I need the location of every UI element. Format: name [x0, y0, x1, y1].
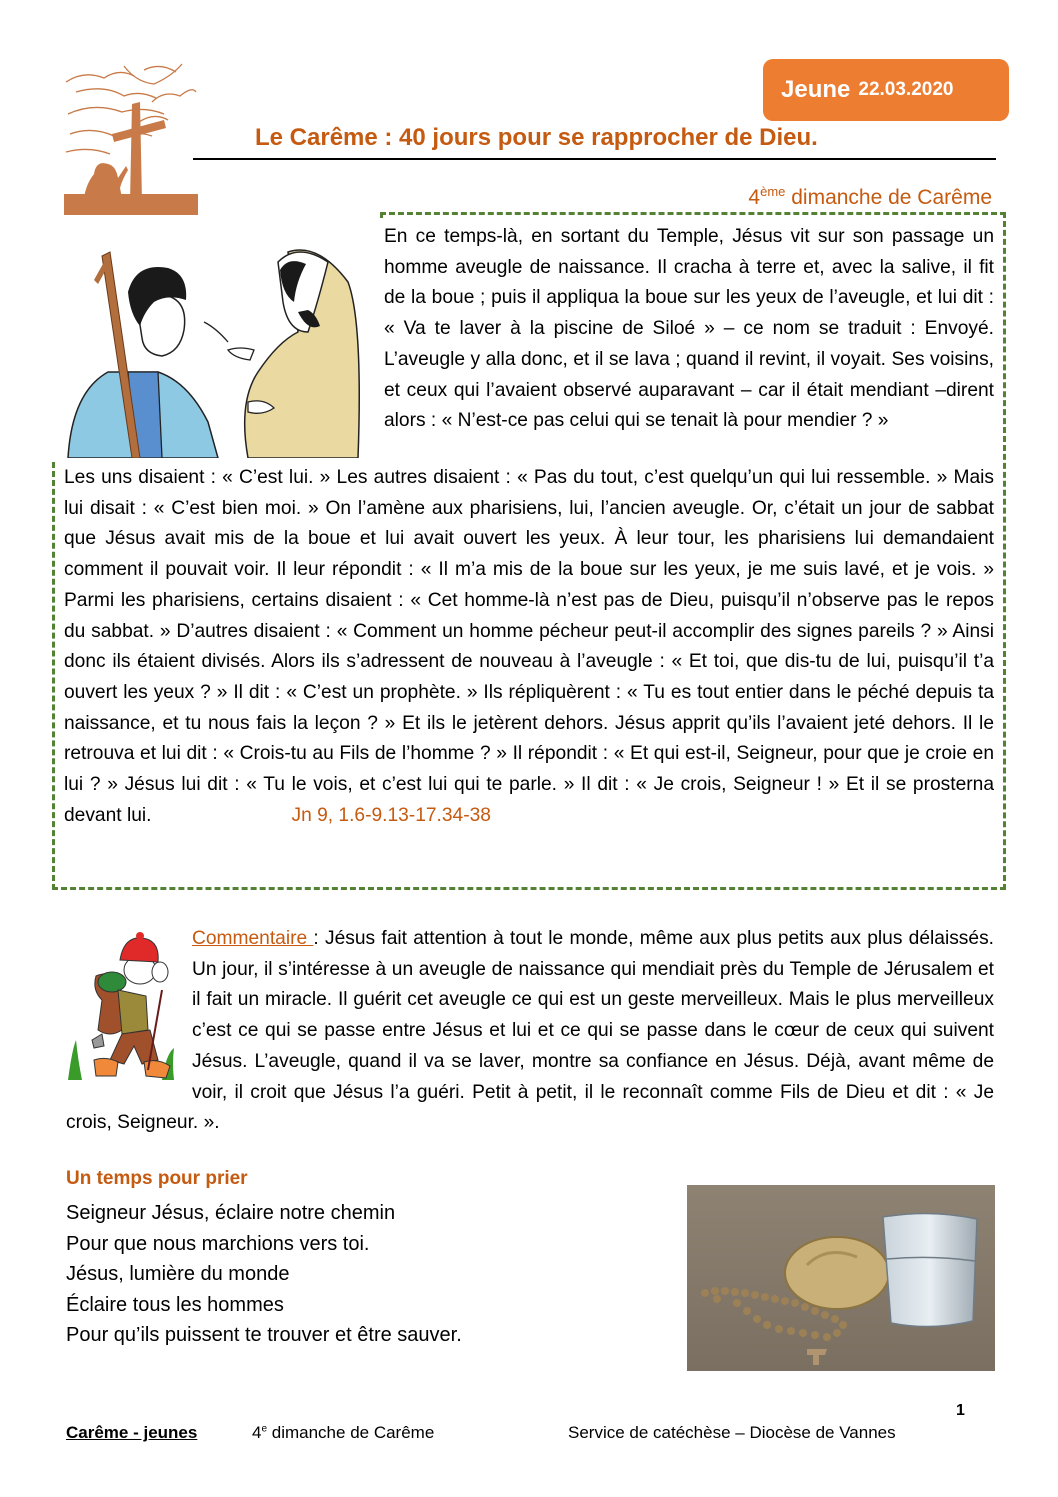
gospel-text-body: Les uns disaient : « C’est lui. » Les autres disaient : « Pas du tout, c’est quelqu’un qui lui ressemble. » Mais lui disait : « C’est bien moi. » On l’amène aux pharisiens, lui, l’ancien aveugle. Or, c’était un jour de sabbat que Jésus avait mis de la boue et lui avait ouvert les yeux. À leur tour, les pharisiens lui demandaient comment il pouvait voir. Il leur répondit : « Il m’a mis de la boue sur les yeux, je me suis lavé, et je vois. » Parmi les pharisiens, certains disaient : « Cet homme-là n’est pas de Dieu, puisqu’il n’observe pas le repos du sabbat. » D’autres disaient : « Comment un homme pécheur peut-il accomplir des signes pareils ? » Ainsi donc ils étaient divisés. Alors ils s’adressent de nouveau à l’aveugle : « Et toi, que dis-tu de lui, puisqu’il t’a ouvert les yeux ? » Il dit : « C’est un prophète. » Ils répliquèrent : « Tu es tout entier dans le péché depuis ta naissance, et tu nous fais la leçon ? » Et ils le jetèrent dehors. Jésus apprit qu’ils l’avaient jeté dehors. Il le retrouva et lui dit : « Crois-tu au Fils de l’homme ? » Il répondit : « Et qui est-il, Seigneur, pour que je croie en lui ? » Jésus lui dit : « Tu le vois, et c’est lui qui te parle. » Il dit : « Je crois, Seigneur ! » Et il se prosterna devant lui. [64, 467, 994, 826]
footer-middle [252, 1423, 434, 1443]
commentary-text: : Jésus fait attention à tout le monde, même aux plus petits aux plus délaissés. Un jour, il s’intéresse à un aveugle de naissance qui mendiait près du Temple de Jérusalem et il fait un miracle. Il guérit cet aveugle ce qui est un geste merveilleux. Mais le plus merveilleux c’est ce qui se passe entre Jésus et lui et ce qui se passe dans le cœur de ceux qui suivent Jésus. L’aveugle, quand il va se laver, montre sa confiance en Jésus. Déjà, avant même de voir, il croit que Jésus l’a guéri. Petit à petit, il le reconnaît comme Fils de Dieu et dit : « Je crois, Seigneur. ». [66, 928, 994, 1134]
subtitle-text: dimanche de Carême [785, 186, 992, 209]
footer-middle-superscript: e [261, 1423, 268, 1435]
page-number: 1 [956, 1402, 965, 1419]
prayer-line: Pour que nous marchions vers toi. [66, 1232, 370, 1255]
page-subtitle [748, 184, 992, 210]
prayer-lines [66, 1198, 462, 1351]
prayer-heading: Un temps pour prier [66, 1168, 248, 1189]
footer-left: Carême - jeunes [66, 1423, 198, 1442]
commentary-paragraph [66, 924, 994, 1139]
commentary-label: Commentaire [192, 928, 314, 949]
gospel-border-bottom [52, 887, 1006, 890]
gospel-border-notch [380, 212, 383, 218]
gospel-border-right [1003, 212, 1006, 890]
subtitle-superscript: ème [760, 184, 786, 199]
title-divider [193, 158, 996, 160]
gospel-border-top [380, 212, 1006, 215]
date-badge [763, 59, 1009, 121]
gospel-text-bottom [64, 463, 994, 831]
gospel-border-left [52, 462, 55, 890]
prayer-line: Seigneur Jésus, éclaire notre chemin [66, 1202, 396, 1224]
gospel-reference: Jn 9, 1.6-9.13-17.34-38 [291, 804, 491, 826]
badge-label: Jeune [781, 76, 851, 103]
footer-right: Service de catéchèse – Diocèse de Vannes [568, 1423, 896, 1442]
prayer-line: Éclaire tous les hommes [66, 1293, 284, 1316]
prayer-line: Jésus, lumière du monde [66, 1263, 290, 1286]
hiker-spacer [66, 924, 192, 1104]
cross-prayer-logo-icon [64, 62, 198, 215]
footer-middle-text: dimanche de Carême [267, 1423, 435, 1442]
jesus-healing-blind-man-illustration [58, 222, 376, 458]
bread-water-rosary-photo [687, 1185, 995, 1371]
footer-middle-number: 4 [252, 1423, 262, 1442]
gospel-text-top: En ce temps-là, en sortant du Temple, Jésus vit sur son passage un homme aveugle de naissance. Il cracha à terre et, avec la salive, il fit de la boue ; puis il appliqua la boue sur les yeux de l’aveugle, et lui dit : « Va te laver à la piscine de Siloé » – ce nom se traduit : Envoyé. L’aveugle y alla donc, et il se lava ; quand il revint, il voyait. Ses voisins, et ceux qui l’avaient observé auparavant – car il était mendiant –dirent alors : « N’est-ce pas celui qui se tenait là pour mendier ? » [384, 226, 994, 432]
prayer-line: Pour qu’ils puissent te trouver et être sauver. [66, 1324, 462, 1347]
badge-date: 22.03.2020 [858, 79, 954, 100]
subtitle-number: 4 [748, 186, 761, 209]
page-title: Le Carême : 40 jours pour se rapprocher de Dieu. [255, 124, 818, 151]
